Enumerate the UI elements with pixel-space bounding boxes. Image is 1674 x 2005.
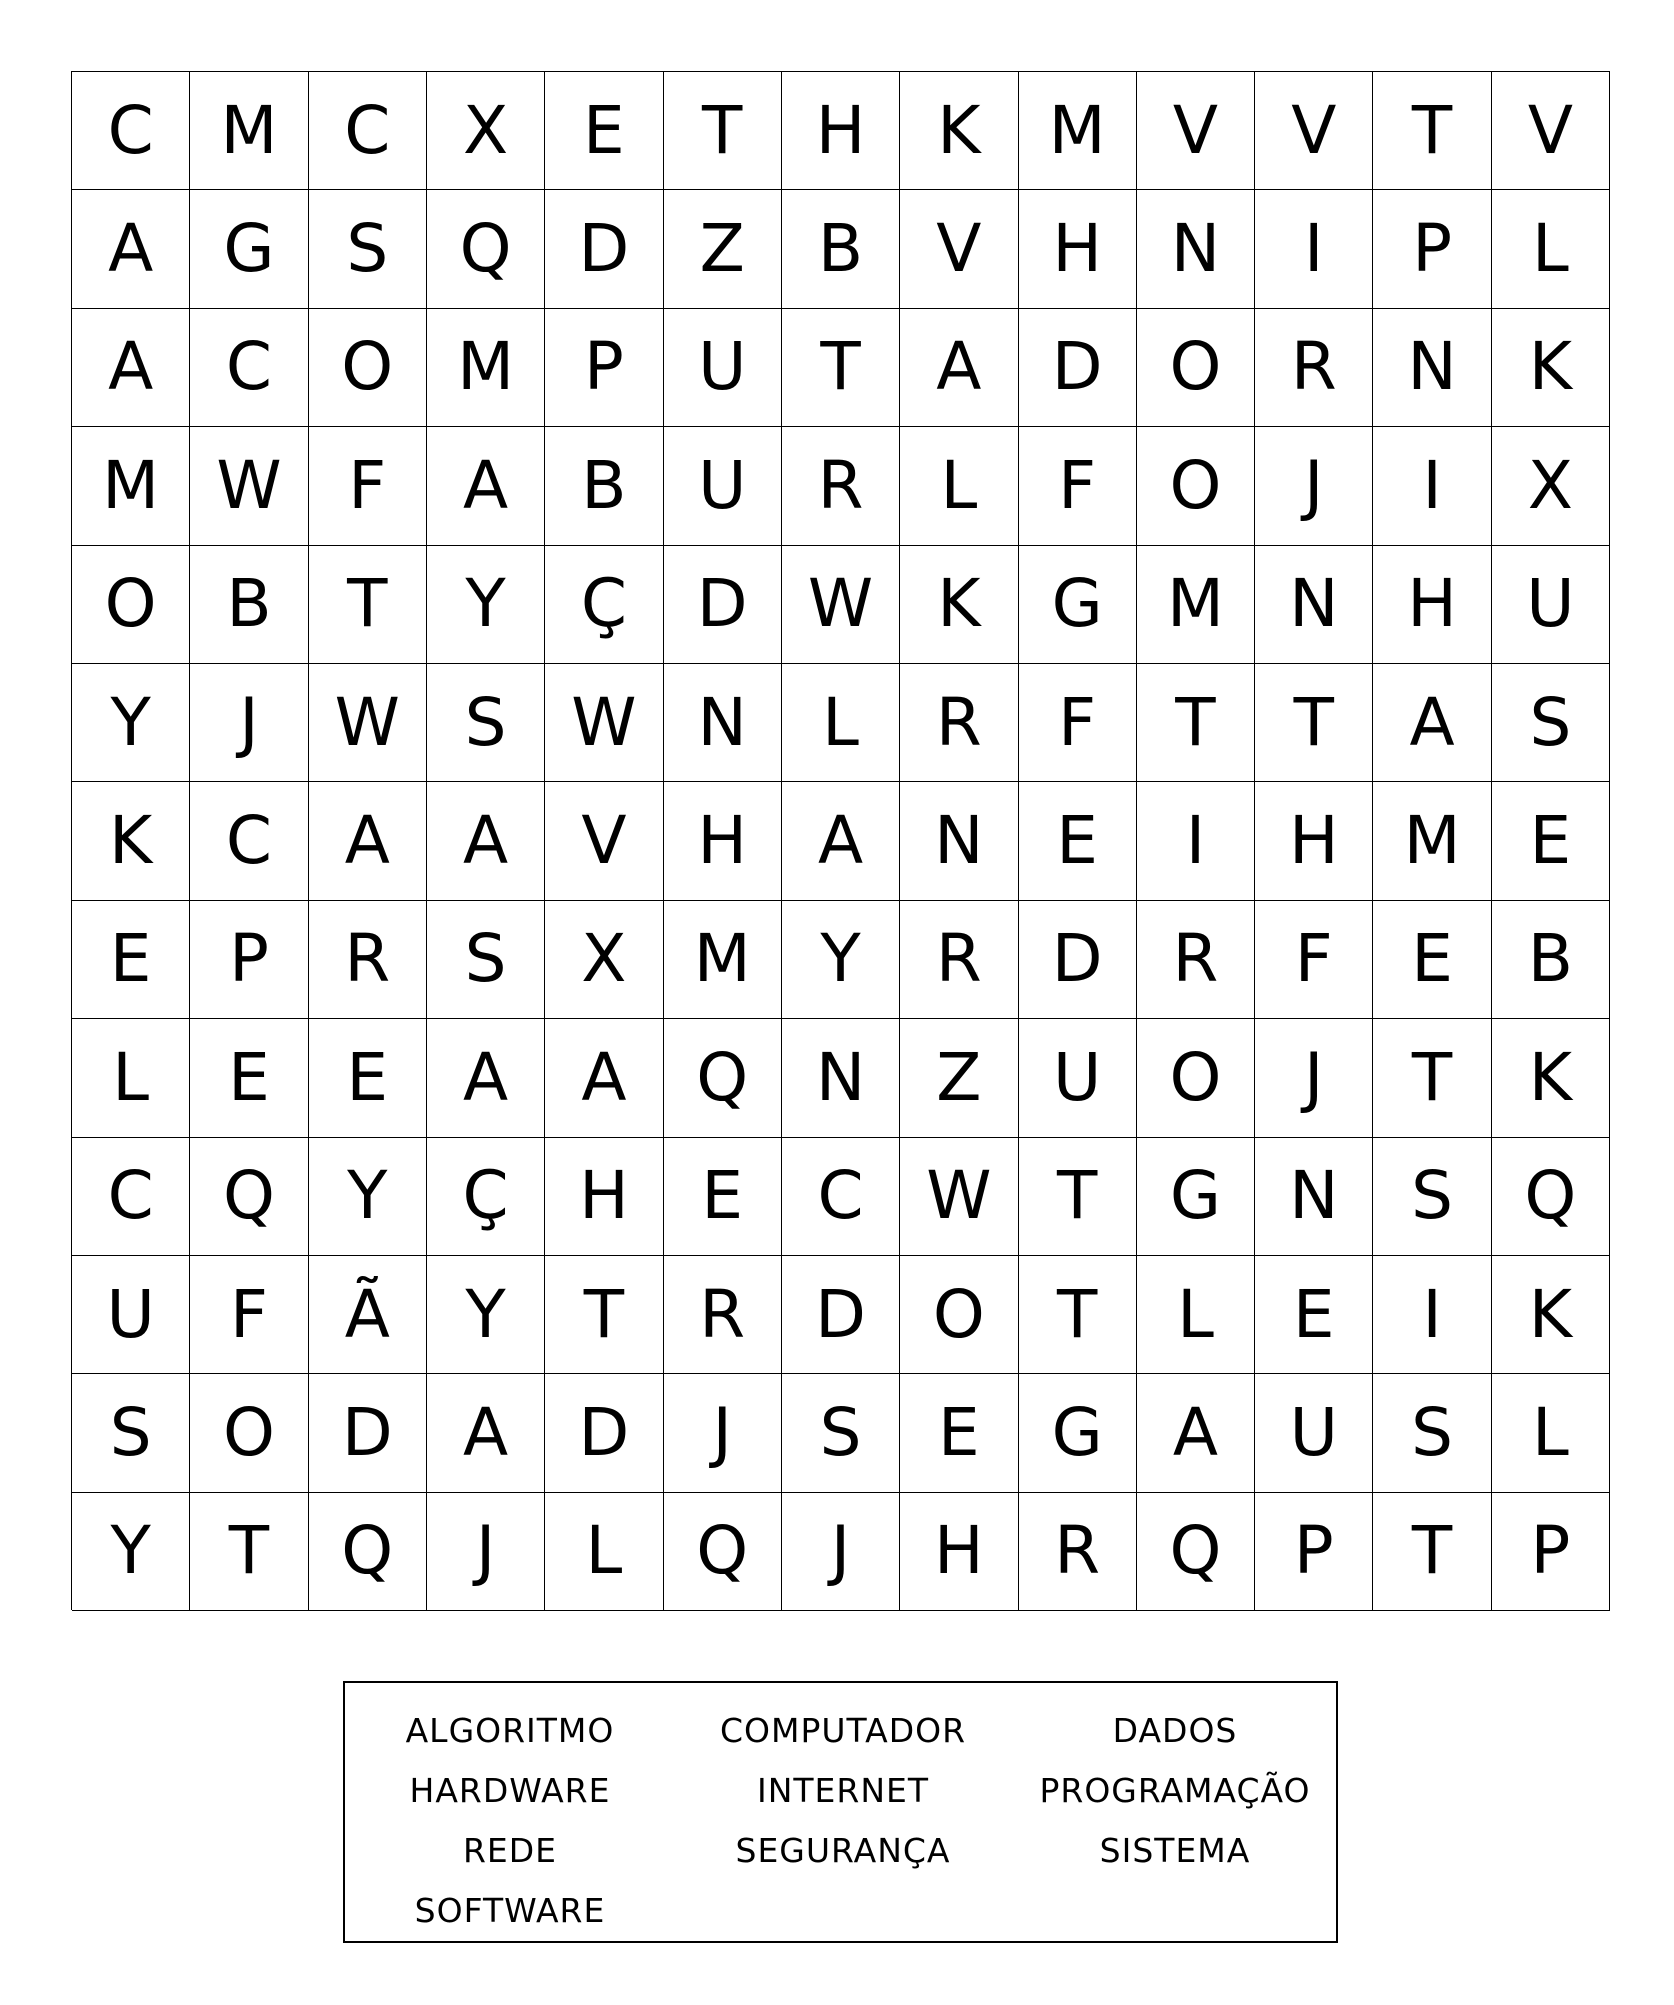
- grid-cell[interactable]: T: [782, 309, 900, 427]
- grid-cell[interactable]: U: [664, 309, 782, 427]
- grid-row: [72, 72, 1610, 190]
- grid-cell[interactable]: T: [190, 1493, 308, 1611]
- grid-cell[interactable]: Ã: [309, 1256, 427, 1374]
- word-item: ALGORITMO: [405, 1711, 615, 1750]
- word-item: DADOS: [1112, 1711, 1238, 1750]
- grid-cell[interactable]: L: [1492, 190, 1610, 308]
- grid-row: [72, 782, 1610, 900]
- grid-cell[interactable]: J: [1255, 1019, 1373, 1137]
- grid-cell[interactable]: E: [309, 1019, 427, 1137]
- grid-cell[interactable]: H: [545, 1138, 663, 1256]
- grid-cell[interactable]: N: [1137, 190, 1255, 308]
- word-search-grid: [71, 71, 1610, 1610]
- grid-cell[interactable]: Q: [190, 1138, 308, 1256]
- grid-cell[interactable]: R: [1255, 309, 1373, 427]
- grid-cell[interactable]: L: [782, 664, 900, 782]
- grid-cell[interactable]: Y: [309, 1138, 427, 1256]
- grid-cell[interactable]: C: [190, 782, 308, 900]
- grid-cell[interactable]: J: [664, 1374, 782, 1492]
- grid-cell[interactable]: M: [1373, 782, 1491, 900]
- grid-cell[interactable]: P: [1492, 1493, 1610, 1611]
- grid-cell[interactable]: R: [664, 1256, 782, 1374]
- grid-cell[interactable]: T: [1019, 1138, 1137, 1256]
- grid-cell[interactable]: H: [782, 72, 900, 190]
- grid-cell[interactable]: P: [1255, 1493, 1373, 1611]
- grid-row: [72, 1493, 1610, 1611]
- grid-cell[interactable]: A: [1137, 1374, 1255, 1492]
- word-item: COMPUTADOR: [719, 1711, 967, 1750]
- grid-cell[interactable]: R: [900, 901, 1018, 1019]
- grid-cell[interactable]: X: [427, 72, 545, 190]
- grid-cell[interactable]: F: [1019, 427, 1137, 545]
- grid-cell[interactable]: J: [190, 664, 308, 782]
- grid-row: [72, 664, 1610, 782]
- grid-cell[interactable]: V: [1492, 72, 1610, 190]
- grid-cell[interactable]: Z: [664, 190, 782, 308]
- grid-cell[interactable]: G: [1137, 1138, 1255, 1256]
- grid-cell[interactable]: R: [782, 427, 900, 545]
- grid-cell[interactable]: V: [1255, 72, 1373, 190]
- grid-cell[interactable]: N: [1255, 1138, 1373, 1256]
- grid-cell[interactable]: R: [309, 901, 427, 1019]
- grid-cell[interactable]: U: [1019, 1019, 1137, 1137]
- grid-cell[interactable]: B: [190, 546, 308, 664]
- grid-cell[interactable]: Y: [782, 901, 900, 1019]
- grid-cell[interactable]: E: [190, 1019, 308, 1137]
- grid-cell[interactable]: I: [1373, 427, 1491, 545]
- grid-cell[interactable]: T: [1137, 664, 1255, 782]
- grid-cell[interactable]: G: [1019, 546, 1137, 664]
- grid-cell[interactable]: S: [1492, 664, 1610, 782]
- grid-cell[interactable]: D: [545, 1374, 663, 1492]
- grid-cell[interactable]: P: [190, 901, 308, 1019]
- grid-cell[interactable]: O: [1137, 309, 1255, 427]
- grid-cell[interactable]: T: [1019, 1256, 1137, 1374]
- grid-cell[interactable]: H: [664, 782, 782, 900]
- grid-cell[interactable]: S: [1373, 1374, 1491, 1492]
- grid-cell[interactable]: Y: [72, 1493, 190, 1611]
- grid-cell[interactable]: I: [1373, 1256, 1491, 1374]
- grid-cell[interactable]: R: [1137, 901, 1255, 1019]
- grid-cell[interactable]: O: [190, 1374, 308, 1492]
- grid-cell[interactable]: E: [1492, 782, 1610, 900]
- grid-cell[interactable]: K: [1492, 309, 1610, 427]
- grid-row: [72, 190, 1610, 308]
- grid-cell[interactable]: G: [190, 190, 308, 308]
- grid-cell[interactable]: B: [782, 190, 900, 308]
- grid-cell[interactable]: Q: [664, 1019, 782, 1137]
- grid-cell[interactable]: F: [1255, 901, 1373, 1019]
- grid-cell[interactable]: W: [309, 664, 427, 782]
- grid-cell[interactable]: I: [1137, 782, 1255, 900]
- grid-row: [72, 1374, 1610, 1492]
- grid-cell[interactable]: F: [309, 427, 427, 545]
- grid-cell[interactable]: S: [309, 190, 427, 308]
- grid-cell[interactable]: T: [1373, 1019, 1491, 1137]
- grid-cell[interactable]: F: [1019, 664, 1137, 782]
- grid-cell[interactable]: J: [427, 1493, 545, 1611]
- grid-cell[interactable]: C: [190, 309, 308, 427]
- grid-cell[interactable]: W: [782, 546, 900, 664]
- grid-row: [72, 1019, 1610, 1137]
- grid-cell[interactable]: P: [545, 309, 663, 427]
- grid-cell[interactable]: D: [545, 190, 663, 308]
- grid-cell[interactable]: Q: [427, 190, 545, 308]
- word-list-column-2: [678, 1701, 1008, 1881]
- grid-cell[interactable]: A: [427, 782, 545, 900]
- grid-cell[interactable]: C: [309, 72, 427, 190]
- grid-cell[interactable]: Q: [1492, 1138, 1610, 1256]
- grid-cell[interactable]: P: [1373, 190, 1491, 308]
- grid-cell[interactable]: Ç: [427, 1138, 545, 1256]
- grid-cell[interactable]: K: [900, 546, 1018, 664]
- grid-cell[interactable]: C: [72, 72, 190, 190]
- grid-cell[interactable]: L: [545, 1493, 663, 1611]
- word-item: SISTEMA: [1099, 1831, 1251, 1870]
- grid-cell[interactable]: E: [1373, 901, 1491, 1019]
- grid-cell[interactable]: W: [190, 427, 308, 545]
- grid-cell[interactable]: A: [782, 782, 900, 900]
- grid-cell[interactable]: Y: [427, 546, 545, 664]
- grid-row: [72, 1256, 1610, 1374]
- grid-cell[interactable]: N: [900, 782, 1018, 900]
- grid-cell[interactable]: D: [782, 1256, 900, 1374]
- grid-cell[interactable]: N: [782, 1019, 900, 1137]
- grid-cell[interactable]: D: [309, 1374, 427, 1492]
- grid-cell[interactable]: Y: [427, 1256, 545, 1374]
- grid-cell[interactable]: R: [1019, 1493, 1137, 1611]
- grid-cell[interactable]: M: [1137, 546, 1255, 664]
- word-item: REDE: [462, 1831, 558, 1870]
- grid-cell[interactable]: O: [900, 1256, 1018, 1374]
- grid-cell[interactable]: X: [1492, 427, 1610, 545]
- grid-cell[interactable]: M: [1019, 72, 1137, 190]
- word-item: INTERNET: [756, 1771, 930, 1810]
- grid-cell[interactable]: T: [1373, 72, 1491, 190]
- grid-cell[interactable]: V: [1137, 72, 1255, 190]
- grid-cell[interactable]: E: [664, 1138, 782, 1256]
- grid-cell[interactable]: S: [1373, 1138, 1491, 1256]
- grid-cell[interactable]: G: [1019, 1374, 1137, 1492]
- grid-cell[interactable]: I: [1255, 190, 1373, 308]
- grid-cell[interactable]: O: [309, 309, 427, 427]
- grid-row: [72, 427, 1610, 545]
- grid-cell[interactable]: T: [545, 1256, 663, 1374]
- grid-cell[interactable]: W: [545, 664, 663, 782]
- grid-cell[interactable]: Ç: [545, 546, 663, 664]
- grid-cell[interactable]: N: [1373, 309, 1491, 427]
- grid-cell[interactable]: J: [1255, 427, 1373, 545]
- grid-cell[interactable]: M: [72, 427, 190, 545]
- grid-cell[interactable]: A: [72, 190, 190, 308]
- grid-cell[interactable]: A: [1373, 664, 1491, 782]
- word-list-column-1: [345, 1701, 675, 1941]
- grid-cell[interactable]: E: [1019, 782, 1137, 900]
- grid-cell[interactable]: Q: [1137, 1493, 1255, 1611]
- grid-cell[interactable]: D: [664, 546, 782, 664]
- word-item: PROGRAMAÇÃO: [1039, 1771, 1311, 1810]
- grid-cell[interactable]: Z: [900, 1019, 1018, 1137]
- grid-row: [72, 1138, 1610, 1256]
- grid-cell[interactable]: R: [900, 664, 1018, 782]
- grid-cell[interactable]: O: [72, 546, 190, 664]
- grid-cell[interactable]: S: [427, 664, 545, 782]
- grid-cell[interactable]: Q: [309, 1493, 427, 1611]
- grid-cell[interactable]: H: [900, 1493, 1018, 1611]
- grid-row: [72, 546, 1610, 664]
- grid-cell[interactable]: S: [72, 1374, 190, 1492]
- grid-cell[interactable]: X: [545, 901, 663, 1019]
- grid-cell[interactable]: N: [664, 664, 782, 782]
- grid-cell[interactable]: U: [72, 1256, 190, 1374]
- grid-cell[interactable]: W: [900, 1138, 1018, 1256]
- grid-cell[interactable]: L: [900, 427, 1018, 545]
- grid-cell[interactable]: D: [1019, 309, 1137, 427]
- grid-cell[interactable]: E: [545, 72, 663, 190]
- grid-cell[interactable]: A: [309, 782, 427, 900]
- grid-cell[interactable]: L: [1492, 1374, 1610, 1492]
- grid-cell[interactable]: A: [427, 1374, 545, 1492]
- grid-cell[interactable]: K: [1492, 1256, 1610, 1374]
- grid-cell[interactable]: N: [1255, 546, 1373, 664]
- grid-cell[interactable]: E: [900, 1374, 1018, 1492]
- word-item: SOFTWARE: [414, 1891, 606, 1930]
- grid-cell[interactable]: O: [1137, 1019, 1255, 1137]
- grid-cell[interactable]: A: [427, 1019, 545, 1137]
- grid-cell[interactable]: E: [72, 901, 190, 1019]
- word-list-column-3: [1010, 1701, 1340, 1881]
- grid-cell[interactable]: A: [545, 1019, 663, 1137]
- grid-row: [72, 901, 1610, 1019]
- grid-cell[interactable]: B: [545, 427, 663, 545]
- grid-cell[interactable]: K: [72, 782, 190, 900]
- grid-cell[interactable]: A: [900, 309, 1018, 427]
- grid-cell[interactable]: O: [1137, 427, 1255, 545]
- grid-cell[interactable]: D: [1019, 901, 1137, 1019]
- grid-cell[interactable]: M: [664, 901, 782, 1019]
- grid-cell[interactable]: T: [664, 72, 782, 190]
- grid-cell[interactable]: S: [782, 1374, 900, 1492]
- grid-cell[interactable]: H: [1255, 782, 1373, 900]
- grid-cell[interactable]: B: [1492, 901, 1610, 1019]
- grid-cell[interactable]: L: [72, 1019, 190, 1137]
- grid-cell[interactable]: T: [309, 546, 427, 664]
- grid-cell[interactable]: T: [1255, 664, 1373, 782]
- grid-cell[interactable]: V: [545, 782, 663, 900]
- grid-cell[interactable]: A: [427, 427, 545, 545]
- grid-cell[interactable]: J: [782, 1493, 900, 1611]
- grid-row: [72, 309, 1610, 427]
- grid-cell[interactable]: U: [664, 427, 782, 545]
- grid-cell[interactable]: U: [1492, 546, 1610, 664]
- grid-cell[interactable]: M: [190, 72, 308, 190]
- grid-cell[interactable]: U: [1255, 1374, 1373, 1492]
- grid-cell[interactable]: C: [72, 1138, 190, 1256]
- grid-cell[interactable]: L: [1137, 1256, 1255, 1374]
- grid-cell[interactable]: A: [72, 309, 190, 427]
- grid-cell[interactable]: K: [1492, 1019, 1610, 1137]
- grid-cell[interactable]: V: [900, 190, 1018, 308]
- grid-cell[interactable]: Q: [664, 1493, 782, 1611]
- grid-cell[interactable]: H: [1019, 190, 1137, 308]
- grid-cell[interactable]: F: [190, 1256, 308, 1374]
- grid-cell[interactable]: S: [427, 901, 545, 1019]
- grid-cell[interactable]: Y: [72, 664, 190, 782]
- word-item: SEGURANÇA: [735, 1831, 951, 1870]
- grid-cell[interactable]: E: [1255, 1256, 1373, 1374]
- word-item: HARDWARE: [409, 1771, 611, 1810]
- word-list-box: [343, 1681, 1338, 1943]
- grid-cell[interactable]: T: [1373, 1493, 1491, 1611]
- grid-cell[interactable]: C: [782, 1138, 900, 1256]
- grid-cell[interactable]: M: [427, 309, 545, 427]
- grid-cell[interactable]: H: [1373, 546, 1491, 664]
- grid-cell[interactable]: K: [900, 72, 1018, 190]
